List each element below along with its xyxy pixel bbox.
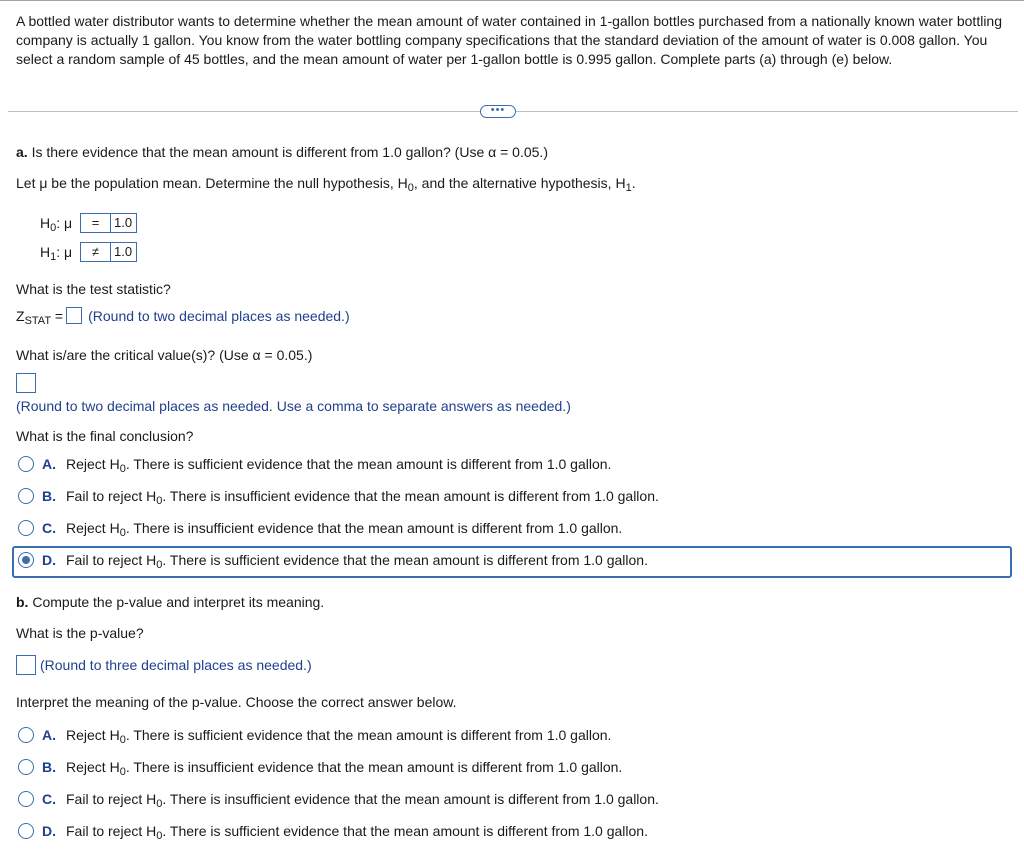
- hyp-prompt-mid: , and the alternative hypothesis, H: [413, 175, 626, 191]
- conclusion-option-d[interactable]: [16, 548, 648, 572]
- radio-button[interactable]: [18, 727, 34, 743]
- radio-button[interactable]: [18, 791, 34, 807]
- null-hypothesis-row: [40, 213, 137, 233]
- interpret-option-c[interactable]: [16, 787, 659, 811]
- radio-button[interactable]: [18, 823, 34, 839]
- option-letter: A.: [42, 727, 56, 743]
- conclusion-option-c[interactable]: [16, 516, 622, 540]
- pvalue-input[interactable]: [16, 655, 36, 675]
- interpret-option-d[interactable]: [16, 819, 648, 843]
- zstat-hint: (Round to two decimal places as needed.): [88, 307, 350, 324]
- radio-button[interactable]: [18, 488, 34, 504]
- more-options-button[interactable]: •••: [480, 105, 516, 118]
- part-a-label: a.: [16, 144, 28, 160]
- option-text: Reject $H_0$. There is insufficient evidence that the mean amount is different from 1.0 gallon.: [66, 520, 623, 539]
- option-text: Fail to reject $H_0$. There is sufficient evidence that the mean amount is different from 1.0 gallon.: [66, 552, 648, 571]
- option-letter: C.: [42, 791, 56, 807]
- null-hypothesis-label: $H_0$: μ: [40, 215, 73, 234]
- null-hypothesis-value-input[interactable]: 1.0: [111, 213, 137, 233]
- radio-button[interactable]: [18, 759, 34, 775]
- zstat-label: $Z_{STAT}$ =: [16, 307, 64, 327]
- null-hypothesis-symbol-select[interactable]: =: [80, 213, 111, 233]
- pvalue-hint: (Round to three decimal places as needed.): [40, 657, 312, 673]
- alt-hypothesis-value-input[interactable]: 1.0: [111, 242, 137, 262]
- radio-button[interactable]: [18, 520, 34, 536]
- option-text: Fail to reject $H_0$. There is insufficient evidence that the mean amount is different from 1.0 gallon.: [66, 488, 659, 507]
- hyp-prompt-sub1: 1: [625, 182, 632, 194]
- option-text: Reject $H_0$. There is insufficient evidence that the mean amount is different from 1.0 gallon.: [66, 759, 623, 778]
- hyp-prompt-sub0: 0: [407, 182, 414, 194]
- critical-value-question: What is/are the critical value(s)? (Use α = 0.05.): [16, 347, 313, 363]
- critical-value-input[interactable]: [16, 373, 36, 393]
- conclusion-question: What is the final conclusion?: [16, 428, 194, 444]
- conclusion-option-b[interactable]: [16, 484, 659, 508]
- part-a-question-text: Is there evidence that the mean amount is different from 1.0 gallon? (Use α = 0.05.): [31, 144, 548, 160]
- option-letter: D.: [42, 552, 56, 568]
- alt-hypothesis-symbol-select[interactable]: ≠: [80, 242, 111, 262]
- problem-statement: A bottled water distributor wants to determine whether the mean amount of water contained in 1-gallon bottles purchased from a nationally known water bottling company is actually 1 gallon. You know from the water bottling company specifications that the standard deviation of the amount of water is 0.008 gallon. You select a random sample of 45 bottles, and the mean amount of water per 1-gallon bottle is 0.995 gallon. Complete parts (a) through (e) below.: [16, 13, 1003, 67]
- interpret-option-a[interactable]: [16, 723, 611, 747]
- option-letter: B.: [42, 488, 56, 504]
- part-b-question: [16, 594, 324, 610]
- alt-hypothesis-label: $H_1$: μ: [40, 244, 73, 263]
- option-letter: B.: [42, 759, 56, 775]
- conclusion-option-a[interactable]: [16, 452, 611, 476]
- option-text: Reject $H_0$. There is sufficient evidence that the mean amount is different from 1.0 gallon.: [66, 456, 612, 475]
- radio-button[interactable]: [18, 456, 34, 472]
- option-text: Fail to reject $H_0$. There is sufficient evidence that the mean amount is different from 1.0 gallon.: [66, 823, 648, 842]
- test-stat-question: What is the test statistic?: [16, 281, 171, 297]
- interpret-option-b[interactable]: [16, 755, 622, 779]
- radio-button-selected[interactable]: [18, 552, 34, 568]
- option-text: Fail to reject $H_0$. There is insufficient evidence that the mean amount is different from 1.0 gallon.: [66, 791, 659, 810]
- option-letter: C.: [42, 520, 56, 536]
- critical-value-hint: (Round to two decimal places as needed. Use a comma to separate answers as needed.): [16, 398, 571, 414]
- hypothesis-prompt: [16, 175, 636, 194]
- top-border: [0, 0, 1024, 1]
- pvalue-question: What is the p-value?: [16, 625, 144, 641]
- hyp-prompt-pre: Let μ be the population mean. Determine the null hypothesis, H: [16, 175, 408, 191]
- part-a-question: [16, 144, 548, 160]
- option-letter: D.: [42, 823, 56, 839]
- zstat-row: [16, 307, 350, 327]
- part-b-question-text: Compute the p-value and interpret its meaning.: [32, 594, 325, 610]
- option-text: Reject $H_0$. There is sufficient evidence that the mean amount is different from 1.0 gallon.: [66, 727, 612, 746]
- hyp-prompt-post: .: [631, 175, 636, 191]
- part-b-label: b.: [16, 594, 29, 610]
- interpret-question: Interpret the meaning of the p-value. Choose the correct answer below.: [16, 694, 457, 710]
- zstat-input[interactable]: [66, 307, 82, 324]
- option-letter: A.: [42, 456, 56, 472]
- pvalue-row: [16, 655, 312, 675]
- alt-hypothesis-row: [40, 242, 137, 262]
